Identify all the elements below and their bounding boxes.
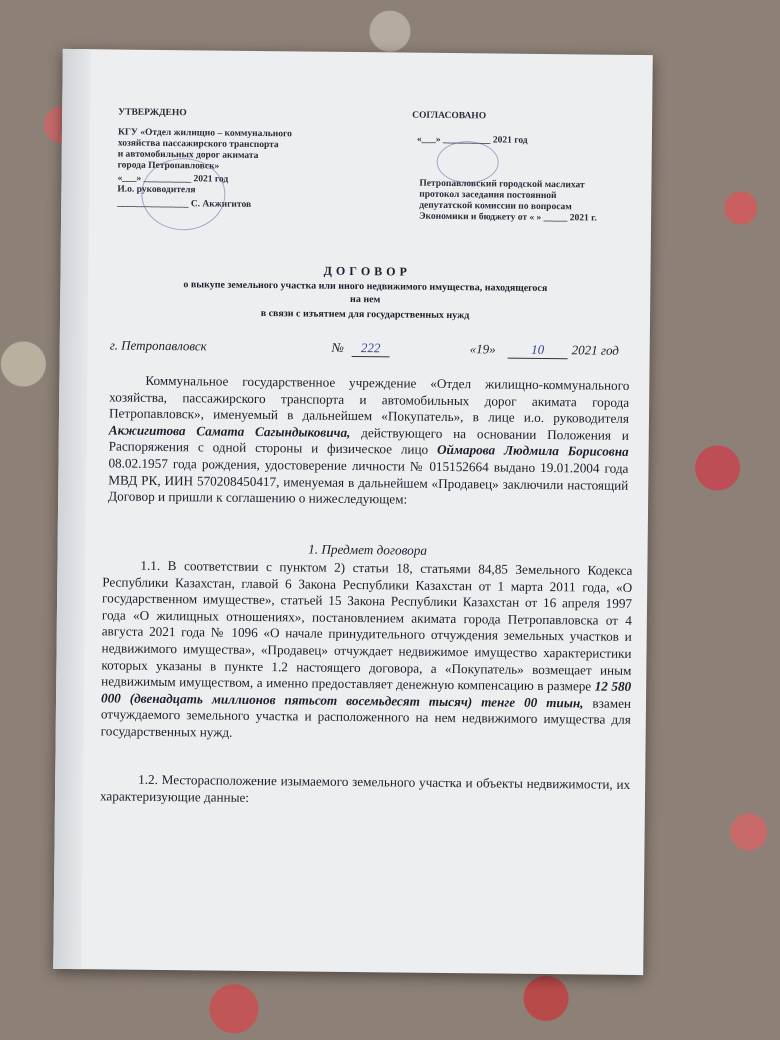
approved-heading: УТВЕРЖДЕНО <box>118 107 187 119</box>
agreed-heading: СОГЛАСОВАНО <box>412 110 487 122</box>
agreed-date: «___» __________ 2021 год <box>416 134 528 146</box>
document-subtitle: в связи с изъятием для государственных нужд <box>260 308 470 322</box>
clause-text: 1.1. В соответствии с пунктом 2) статьи 18, статьями 84,85 Земельного Кодекса Республики Казахстан, главой 6 Закона Республики Казахстан от 1 марта 2011 года, «О государственном имуществе», статьей 15 Закона Республики Казахстан от 16 апреля 1997 года «О жилищных отношениях», постановлением акимата города Петропавловска от 4 августа 2021 года № 1096 «О начале принудительного отчуждения земельных участков и недвижимого имущества», «Продавец» отчуждает недвижимое имущество характеристики которых указаны в пункте 1.2 настоящего договора, а «Покупатель» возмещает иным недвижимым имуществом, а именно предоставляет денежную компенсацию в размере <box>101 557 633 694</box>
agreed-line: депутатской комиссии по вопросам <box>419 200 572 213</box>
contract-number: 222 <box>352 340 390 357</box>
date-year: 2021 год <box>571 342 620 358</box>
agreed-line: протокол заседания постоянной <box>419 189 557 202</box>
preamble-text: 08.02.1957 года рождения, удостоверение личности № 015152664 выдано 19.01.2004 года МВД РК, ИИН 570208450417, именуемая в дальнейшем «Продавец» заключили настоящий Договор и пришли к соглашению о нижеследующем: <box>108 455 629 507</box>
city: г. Петропавловск <box>109 337 207 354</box>
round-stamp <box>436 141 498 184</box>
agreed-line: Экономики и бюджету от « » _____ 2021 г. <box>419 211 597 224</box>
place-date-row <box>109 337 630 358</box>
document-subtitle: на нем <box>350 293 381 306</box>
approved-line: города Петропавловск» <box>117 160 220 172</box>
approved-line: КГУ «Отдел жилищно – коммунального <box>117 127 292 140</box>
approved-date: «___» __________ 2021 год <box>117 173 229 185</box>
seller-name: Оймарова Людмила Борисовна <box>436 442 629 460</box>
clause-text: взамен отчуждаемого земельного участка и расположенного на нем недвижимого имущества для государственных нужд. <box>100 695 632 740</box>
approved-line: и автомобильных дорог акимата <box>117 149 259 161</box>
section-heading: 1. Предмет договора <box>308 541 428 558</box>
preamble-text: действующего на основании Положения и Распоряжения с одной стороны и физическое лицо <box>108 424 629 458</box>
number-label: № <box>331 339 345 355</box>
preamble-text: Коммунальное государственное учреждение «Отдел жилищно-коммунального хозяйства, пассажирского транспорта и автомобильных дорог акимата города Петропавловск», именуемый в дальнейшем «Покупатель», в лице и.о. руководителя <box>108 372 630 427</box>
buyer-representative-name: Акжигитова Самата Сагындыковича, <box>108 422 351 440</box>
agreed-line: Петропавловский городской маслихат <box>419 178 585 191</box>
approved-position: И.о. руководителя <box>117 184 196 196</box>
round-stamp <box>141 158 226 231</box>
document-title: Д О Г О В О Р <box>323 263 408 279</box>
contract-page <box>53 49 653 975</box>
preamble-paragraph <box>108 372 629 510</box>
approved-signature: _______________ С. Акжигитов <box>117 198 252 210</box>
clause-1-1 <box>101 557 633 745</box>
compensation-amount: 12 580 000 (двенадцать миллионов пятьсот восемьдесят тысяч) тенге 00 тиын, <box>100 678 632 711</box>
date-day: «19» <box>469 341 496 357</box>
date-month: 10 <box>508 342 568 360</box>
approved-line: хозяйства пассажирского транспорта <box>117 138 279 151</box>
document-subtitle: о выкупе земельного участка или иного недвижимого имущества, находящегося <box>183 279 548 295</box>
clause-1-2: 1.2. Месторасположение изымаемого земельного участка и объекты недвижимости, их характеризующие данные: <box>99 771 631 805</box>
